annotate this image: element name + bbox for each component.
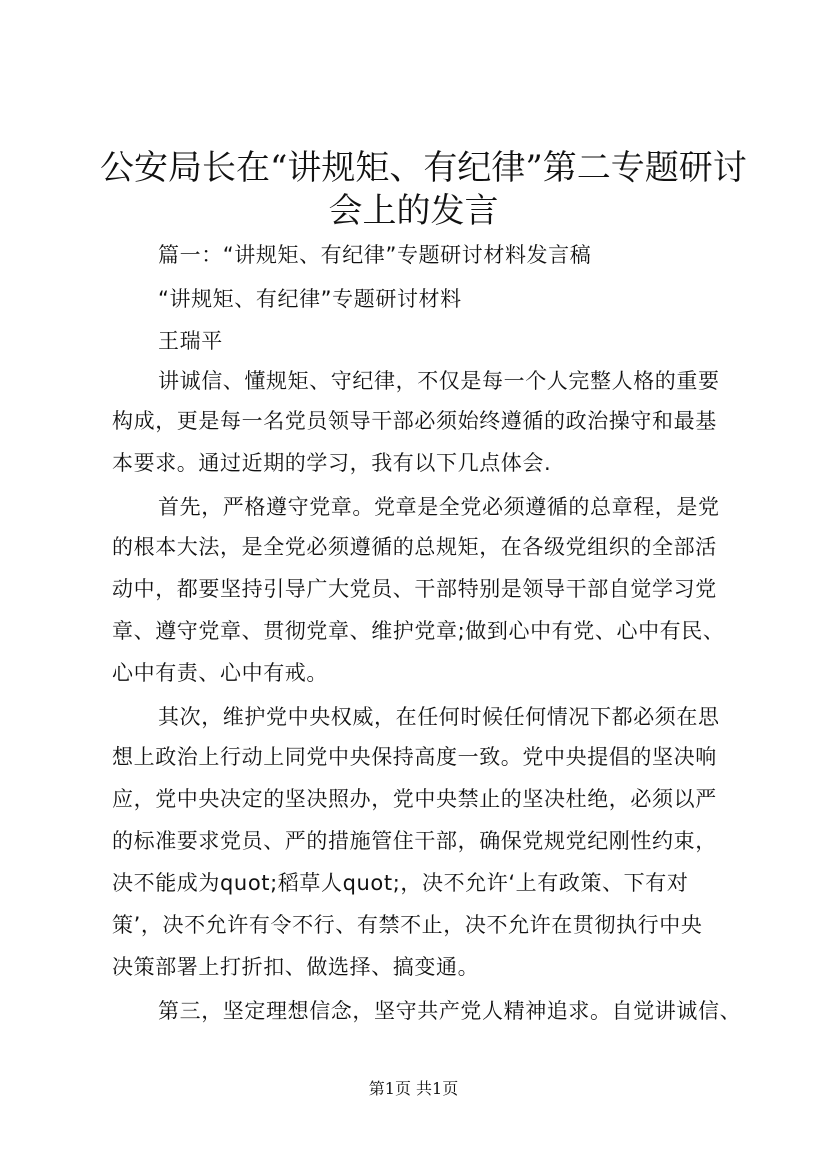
paragraph-line: 的标准要求党员、严的措施管住干部，确保党规党纪刚性约束， bbox=[112, 829, 717, 853]
paragraph-line: 构成，更是每一名党员领导干部必须始终遵循的政治操守和最基 bbox=[112, 409, 717, 433]
paragraph-line: 策’，决不允许有令不行、有禁不止，决不允许在贯彻执行中央 bbox=[112, 913, 703, 937]
paragraph-line: 应，党中央决定的坚决照办，党中央禁止的坚决杜绝，必须以严 bbox=[112, 787, 717, 811]
paragraph-line: 章、遵守党章、贯彻党章、维护党章;做到心中有党、心中有民、 bbox=[112, 619, 725, 643]
paragraph-line: 的根本大法，是全党必须遵循的总规矩，在各级党组织的全部活 bbox=[112, 535, 717, 559]
paragraph-line: 第三，坚定理想信念，坚守共产党人精神追求。自觉讲诚信、 bbox=[158, 999, 742, 1023]
paragraph-line: 心中有责、心中有戒。 bbox=[112, 661, 328, 685]
paragraph-line: 想上政治上行动上同党中央保持高度一致。党中央提倡的坚决响 bbox=[112, 745, 717, 769]
document-title-line-2: 会上的发言 bbox=[328, 191, 499, 231]
author-name: 王瑞平 bbox=[158, 329, 223, 353]
paragraph-line: 决策部署上打折扣、做选择、搞变通。 bbox=[112, 955, 480, 979]
section-heading: 篇一：“讲规矩、有纪律”专题研讨材料发言稿 bbox=[158, 243, 592, 267]
paragraph-line: 本要求。通过近期的学习，我有以下几点体会. bbox=[112, 451, 552, 475]
paragraph-line: 首先，严格遵守党章。党章是全党必须遵循的总章程，是党 bbox=[158, 495, 720, 519]
paragraph-line: 其次，维护党中央权威，在任何时候任何情况下都必须在思 bbox=[158, 705, 720, 729]
paragraph-line: 动中，都要坚持引导广大党员、干部特别是领导干部自觉学习党 bbox=[112, 577, 717, 601]
paragraph-line: 决不能成为quot;稻草人quot;，决不允许‘上有政策、下有对 bbox=[112, 871, 689, 895]
material-subheading: “讲规矩、有纪律”专题研讨材料 bbox=[158, 287, 462, 311]
page-footer: 第1页 共1页 bbox=[368, 1079, 459, 1098]
paragraph-line: 讲诚信、懂规矩、守纪律，不仅是每一个人完整人格的重要 bbox=[158, 369, 720, 393]
document-title-line-1: 公安局长在“讲规矩、有纪律”第二专题研讨 bbox=[100, 148, 747, 188]
